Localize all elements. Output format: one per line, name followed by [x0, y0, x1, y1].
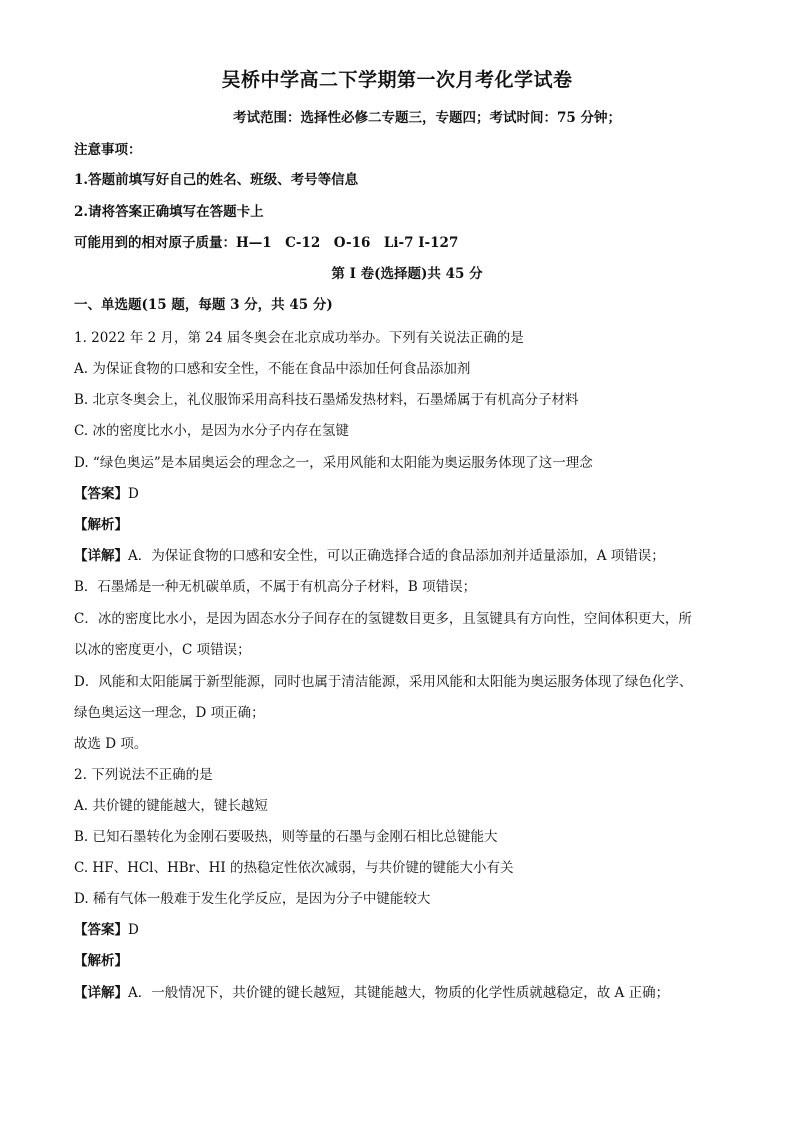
- question-2-option-a: A. 共价键的键能越大，键长越短: [74, 798, 268, 814]
- question-1-option-a: A. 为保证食物的口感和安全性，不能在食品中添加任何食品添加剂: [74, 361, 471, 377]
- volume-title: 第 I 卷(选择题)共 45 分: [331, 266, 483, 282]
- part-title: 一、单选题(15 题，每题 3 分，共 45 分): [74, 297, 333, 313]
- question-2-analysis-tag: 【解析】: [74, 953, 128, 969]
- question-2-option-c: C. HF、HCl、HBr、HI 的热稳定性依次减弱，与共价键的键能大小有关: [74, 860, 514, 876]
- question-2-option-d: D. 稀有气体一般难于发生化学反应，是因为分子中键能较大: [74, 891, 431, 907]
- question-1-detail: [74, 546, 730, 566]
- atomic-mass-line: 可能用到的相对原子质量：H—1 C-12 O-16 Li-7 I-127: [74, 235, 459, 251]
- question-2-detail: [74, 983, 730, 1003]
- question-1-option-d: D. “绿色奥运”是本届奥运会的理念之一，采用风能和太阳能为奥运服务体现了这一理念: [74, 455, 593, 471]
- question-1-detail-line: 以冰的密度更小，C 项错误；: [74, 642, 251, 658]
- answer-tag: 【答案】: [74, 486, 128, 502]
- question-1-option-b: B. 北京冬奥会上，礼仪服饰采用高科技石墨烯发热材料，石墨烯属于有机高分子材料: [74, 392, 579, 408]
- answer-value: D: [128, 922, 139, 938]
- exam-scope: 考试范围：选择性必修二专题三，专题四；考试时间：75 分钟；: [233, 110, 621, 126]
- question-1-detail-line: C．冰的密度比水小，是因为固态水分子间存在的氢键数目更多，且氢键具有方向性，空间体积更大，所: [74, 611, 692, 627]
- detail-tag: 【详解】: [74, 548, 128, 564]
- detail-text: A．一般情况下，共价键的键长越短，其键能越大，物质的化学性质就越稳定，故 A 正确；: [128, 985, 670, 1001]
- question-1-stem: 1. 2022 年 2 月，第 24 届冬奥会在北京成功举办。下列有关说法正确的是: [74, 330, 524, 346]
- answer-value: D: [128, 486, 139, 502]
- answer-tag: 【答案】: [74, 922, 128, 938]
- detail-text: A．为保证食物的口感和安全性，可以正确选择合适的食品添加剂并适量添加，A 项错误；: [128, 548, 665, 564]
- question-1-option-c: C. 冰的密度比水小，是因为水分子内存在氢键: [74, 423, 349, 439]
- question-2-option-b: B. 已知石墨转化为金刚石要吸热，则等量的石墨与金刚石相比总键能大: [74, 829, 498, 845]
- note-item: 1.答题前填写好自己的姓名、班级、考号等信息: [74, 172, 359, 188]
- question-1-analysis-tag: 【解析】: [74, 517, 128, 533]
- page-title: 吴桥中学高二下学期第一次月考化学试卷: [221, 69, 573, 91]
- question-2-answer: [74, 920, 730, 940]
- question-1-detail-line: D．风能和太阳能属于新型能源，同时也属于清洁能源，采用风能和太阳能为奥运服务体现了绿色化学、: [74, 674, 693, 690]
- question-1-detail-line: 绿色奥运这一理念，D 项正确；: [74, 705, 265, 721]
- note-item: 2.请将答案正确填写在答题卡上: [74, 204, 264, 220]
- detail-tag: 【详解】: [74, 985, 128, 1001]
- question-1-detail-line: B．石墨烯是一种无机碳单质，不属于有机高分子材料，B 项错误；: [74, 579, 477, 595]
- question-2-stem: 2. 下列说法不正确的是: [74, 767, 213, 783]
- notes-heading: 注意事项：: [74, 142, 142, 158]
- question-1-conclusion: 故选 D 项。: [74, 736, 148, 752]
- question-1-answer: [74, 484, 730, 504]
